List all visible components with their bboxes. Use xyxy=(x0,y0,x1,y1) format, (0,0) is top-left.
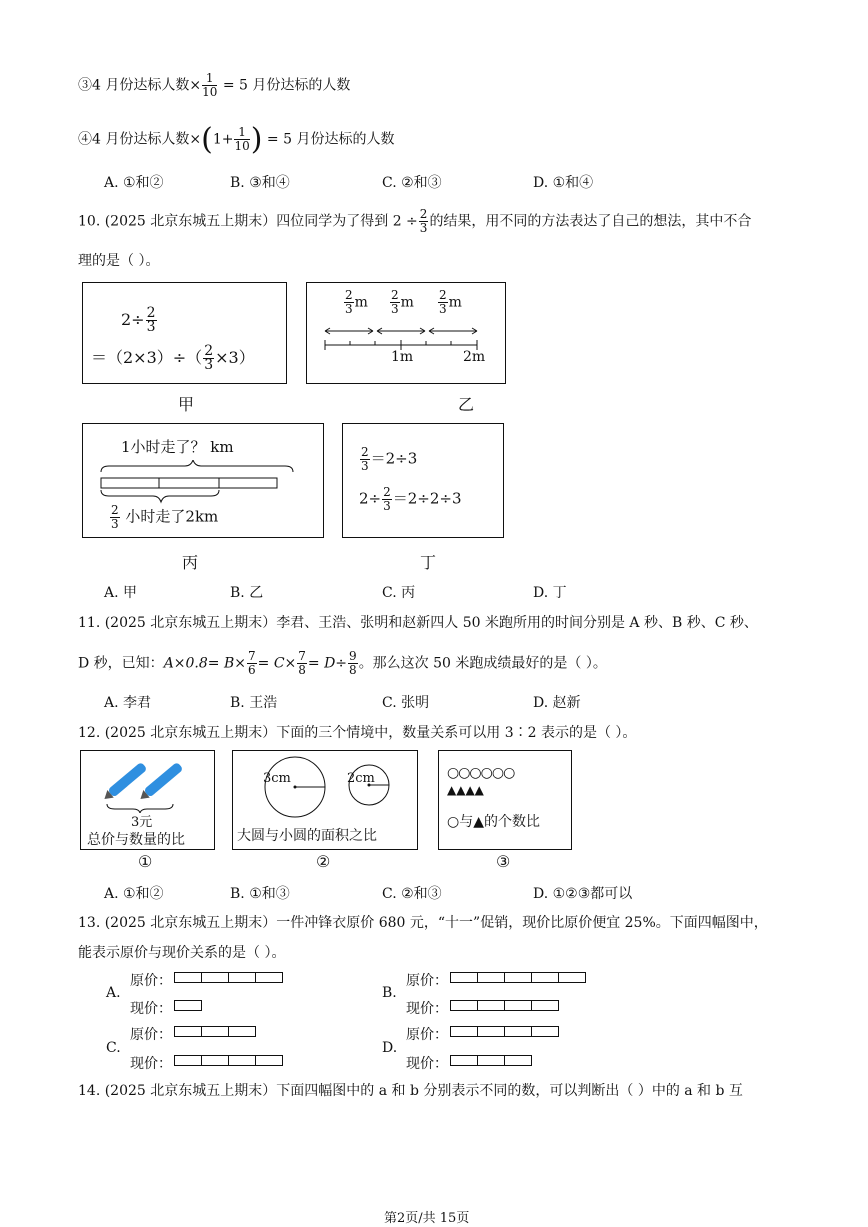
caption-yi: 乙 xyxy=(458,395,475,414)
q14-stem: 14. (2025 北京东城五上期末）下面四幅图中的 a 和 b 分别表示不同的数，可以判断出（ ）中的 a 和 b 互 xyxy=(78,1083,743,1099)
bar-segment xyxy=(477,972,505,983)
bar-segment xyxy=(450,1055,478,1066)
q13-option-d[interactable]: D. xyxy=(382,1040,398,1056)
bar-segment xyxy=(255,1055,283,1066)
bar-segment xyxy=(504,1055,532,1066)
bar-segment xyxy=(477,1000,505,1011)
caption-bing: 丙 xyxy=(182,553,199,572)
circles-diagram xyxy=(255,755,405,819)
bar-segment xyxy=(174,1026,202,1037)
bar-segment xyxy=(504,1026,532,1037)
bar-segment xyxy=(450,972,478,983)
bar-segment xyxy=(477,1055,505,1066)
bar-segment xyxy=(174,1000,202,1011)
pens-icon xyxy=(103,755,193,805)
bar-segment xyxy=(477,1026,505,1037)
bar-segment xyxy=(228,1026,256,1037)
q10-stem: 10. (2025 北京东城五上期末）四位同学为了得到 2 ÷ $\frac{2}{3}$ 的结果，用不同的方法表达了自己的想法，其中不合 xyxy=(78,207,752,235)
bar-segment xyxy=(504,1000,532,1011)
bar-segment xyxy=(504,972,532,983)
bar-segment xyxy=(228,972,256,983)
bar-segment xyxy=(174,1055,202,1066)
q11-option-a[interactable]: A. 李君 xyxy=(104,695,152,711)
q12-option-a[interactable]: A. ①和② xyxy=(104,886,164,902)
q9-option-b[interactable]: B. ③和④ xyxy=(230,175,290,191)
q9-option-4-line: ④4 月份达标人数×(1+ $\frac{1}{10}$ ) = 5 月份达标的人数 xyxy=(78,122,395,157)
q12-option-d[interactable]: D. ①②③都可以 xyxy=(533,886,633,902)
bar-segment xyxy=(531,972,559,983)
bar-segment xyxy=(228,1055,256,1066)
q11-stem-line2: D 秒，已知：A×0.8= B× $\frac{7}{6}$ = C× $\frac{7}{8}$ = D÷ $\frac{9}{8}$ 。那么这次 50 米跑成绩最好的是（ ）。 xyxy=(78,649,607,677)
q9-option-c[interactable]: C. ②和③ xyxy=(382,175,442,191)
q9-option-d[interactable]: D. ①和④ xyxy=(533,175,594,191)
label-current: 现价： xyxy=(406,1001,448,1017)
bar-segment xyxy=(201,1055,229,1066)
bar-segment xyxy=(174,972,202,983)
card-ding: $\frac{2}{3}$ ＝2÷3 2÷ $\frac{2}{3}$ ＝2÷2÷3 xyxy=(342,423,504,538)
label-current: 现价： xyxy=(130,1001,172,1017)
q12-stem: 12. (2025 北京东城五上期末）下面的三个情境中，数量关系可以用 3∶2 表示的是（ ）。 xyxy=(78,725,637,741)
q10-option-a[interactable]: A. 甲 xyxy=(104,585,138,601)
q9-option-a[interactable]: A. ①和② xyxy=(104,175,164,191)
q13-option-a[interactable]: A. xyxy=(106,985,121,1001)
bar-segment xyxy=(558,972,586,983)
q10-stem-line2: 理的是（ ）。 xyxy=(78,253,160,269)
caption-3: ③ xyxy=(496,852,511,871)
q12-option-b[interactable]: B. ①和③ xyxy=(230,886,290,902)
q13-stem: 13. (2025 北京东城五上期末）一件冲锋衣原价 680 元，“十一”促销，现价比原价便宜 25%。下面四幅图中， xyxy=(78,915,768,931)
caption-ding: 丁 xyxy=(420,553,437,572)
bar-b-original xyxy=(450,972,585,983)
bar-b-current xyxy=(450,1000,558,1011)
card-pens: 3元 总价与数量的比 xyxy=(80,750,215,850)
q11-option-b[interactable]: B. 王浩 xyxy=(230,695,278,711)
bar-a-current xyxy=(174,1000,201,1011)
caption-2: ② xyxy=(316,852,331,871)
label-current: 现价： xyxy=(130,1056,172,1072)
bar-segment xyxy=(201,1026,229,1037)
card-circles: 3cm 2cm 大圆与小圆的面积之比 xyxy=(232,750,418,850)
card-bing: 1小时走了？ km $\frac{2}{3}$ 小时走了2km xyxy=(82,423,324,538)
bar-d-current xyxy=(450,1055,531,1066)
card-shapes: ○○○○○○ ▲▲▲▲ ○与▲的个数比 xyxy=(438,750,572,850)
q10-option-d[interactable]: D. 丁 xyxy=(533,585,567,601)
label-current: 现价： xyxy=(406,1056,448,1072)
q9-option-3-line: ③4 月份达标人数× $\frac{1}{10}$ = 5 月份达标的人数 xyxy=(78,71,351,99)
bar-c-original xyxy=(174,1026,255,1037)
q10-option-c[interactable]: C. 丙 xyxy=(382,585,416,601)
bar-a-original xyxy=(174,972,282,983)
bar-segment xyxy=(255,972,283,983)
q11-option-d[interactable]: D. 赵新 xyxy=(533,695,581,711)
bar-c-current xyxy=(174,1055,282,1066)
q13-option-c[interactable]: C. xyxy=(106,1040,121,1056)
label-original: 原价： xyxy=(406,973,448,989)
bracket-diagram xyxy=(99,460,299,510)
label-original: 原价： xyxy=(130,973,172,989)
bar-segment xyxy=(531,1026,559,1037)
bar-d-original xyxy=(450,1026,558,1037)
tick-1m: 1m xyxy=(391,349,414,365)
q13-option-b[interactable]: B. xyxy=(382,985,397,1001)
card-yi: $\frac{2}{3}$ m $\frac{2}{3}$ m $\frac{2}{3}$ m 1m 2m xyxy=(306,282,506,384)
bar-segment xyxy=(450,1026,478,1037)
card-jia: 2÷ $\frac{2}{3}$ ＝（2×3）÷（ $\frac{2}{3}$ ×3） xyxy=(82,282,287,384)
caption-1: ① xyxy=(138,852,153,871)
bar-segment xyxy=(531,1000,559,1011)
page-footer: 第2页/共 15页 xyxy=(384,1211,470,1226)
q12-option-c[interactable]: C. ②和③ xyxy=(382,886,442,902)
q13-stem-line2: 能表示原价与现价关系的是（ ）。 xyxy=(78,945,286,961)
q11-option-c[interactable]: C. 张明 xyxy=(382,695,430,711)
q11-stem: 11. (2025 北京东城五上期末）李君、王浩、张明和赵新四人 50 米跑所用的时间分别是 A 秒、B 秒、C 秒、 xyxy=(78,615,758,631)
bar-segment xyxy=(450,1000,478,1011)
caption-jia: 甲 xyxy=(178,395,195,414)
fraction: $\frac{1}{10}$ xyxy=(202,71,218,99)
label-original: 原价： xyxy=(130,1027,172,1043)
label-original: 原价： xyxy=(406,1027,448,1043)
bar-segment xyxy=(201,972,229,983)
q10-option-b[interactable]: B. 乙 xyxy=(230,585,264,601)
tick-2m: 2m xyxy=(463,349,486,365)
